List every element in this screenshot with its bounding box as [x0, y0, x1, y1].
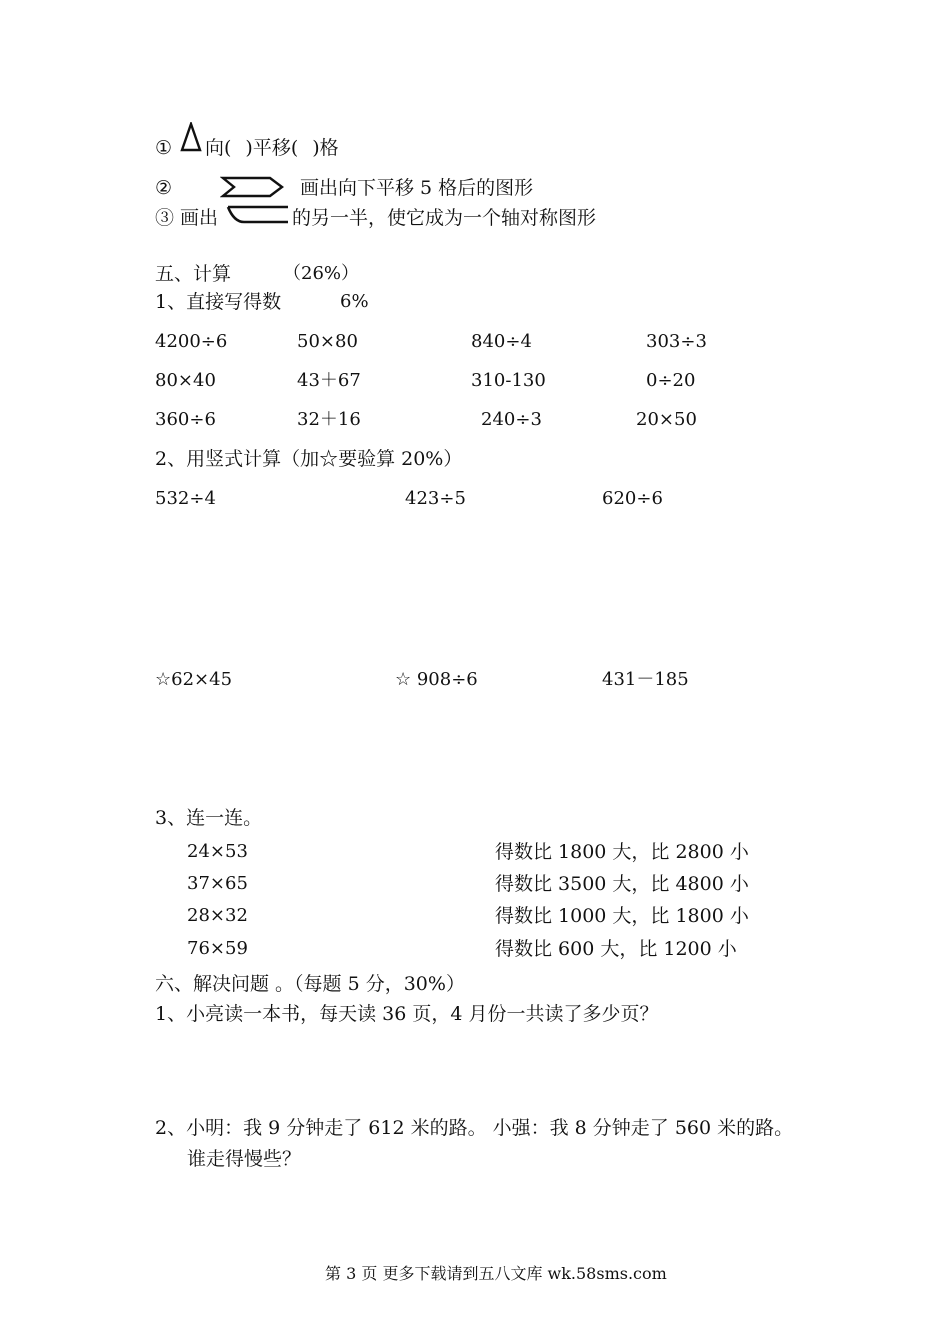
match-left-item: 76×59: [187, 938, 248, 959]
oral-calc-item: 50×80: [297, 331, 358, 352]
circled-number-1: ①: [155, 137, 173, 159]
q1-title: 1、直接写得数: [155, 291, 282, 313]
translate-question-1-text: 向( )平移( )格: [205, 137, 339, 159]
section-6-heading: 六、解决问题 。（每题 5 分，30%）: [155, 973, 465, 995]
oral-calc-item: 80×40: [155, 370, 216, 391]
word-problem-1: 1、小亮读一本书，每天读 36 页，4 月份一共读了多少页？: [155, 1003, 659, 1025]
oral-calc-item: 240÷3: [481, 409, 542, 430]
match-right-item: 得数比 1800 大，比 2800 小: [495, 841, 749, 863]
match-right-item: 得数比 600 大，比 1200 小: [495, 938, 737, 960]
oral-calc-item: 303÷3: [646, 331, 707, 352]
oral-calc-item: 840÷4: [471, 331, 532, 352]
written-calc-item: 423÷5: [405, 488, 466, 509]
page-footer: 第 3 页 更多下载请到五八文库 wk.58sms.com: [325, 1264, 667, 1283]
q3-title: 3、连一连。: [155, 807, 263, 829]
section-5-heading: 五、计算: [155, 263, 232, 285]
written-calc-item: 532÷4: [155, 488, 216, 509]
triangle-shape-icon: [179, 122, 203, 154]
match-left-item: 28×32: [187, 905, 248, 926]
oral-calc-item: 43＋67: [297, 370, 361, 391]
symmetry-question-lead: ③ 画出: [155, 207, 219, 229]
match-right-item: 得数比 3500 大，比 4800 小: [495, 873, 749, 895]
match-left-item: 24×53: [187, 841, 248, 862]
written-calc-item: 431－185: [602, 669, 689, 690]
word-problem-2-question: 谁走得慢些？: [187, 1148, 302, 1170]
oral-calc-item: 32＋16: [297, 409, 361, 430]
half-shape-icon: [226, 203, 290, 227]
arrow-shape-icon: [220, 176, 286, 198]
symmetry-question-text: 的另一半，使它成为一个轴对称图形: [292, 207, 597, 229]
written-calc-item: ☆62×45: [155, 669, 233, 690]
word-problem-2: 2、小明：我 9 分钟走了 612 米的路。 小强：我 8 分钟走了 560 米的路。: [155, 1117, 794, 1139]
match-right-item: 得数比 1000 大，比 1800 小: [495, 905, 749, 927]
oral-calc-item: 4200÷6: [155, 331, 228, 352]
written-calc-item: 620÷6: [602, 488, 663, 509]
translate-question-2-text: 画出向下平移 5 格后的图形: [300, 177, 534, 199]
section-5-score: （26%）: [283, 263, 360, 284]
oral-calc-item: 0÷20: [646, 370, 696, 391]
translate-question-1: [155, 136, 172, 160]
q1-score: 6%: [340, 291, 369, 312]
written-calc-item: ☆ 908÷6: [395, 669, 478, 690]
oral-calc-item: 20×50: [636, 409, 697, 430]
circled-number-2: ②: [155, 177, 173, 199]
match-left-item: 37×65: [187, 873, 248, 894]
q2-title: 2、用竖式计算（加☆要验算 20%）: [155, 448, 463, 470]
oral-calc-item: 360÷6: [155, 409, 216, 430]
oral-calc-item: 310-130: [471, 370, 546, 391]
